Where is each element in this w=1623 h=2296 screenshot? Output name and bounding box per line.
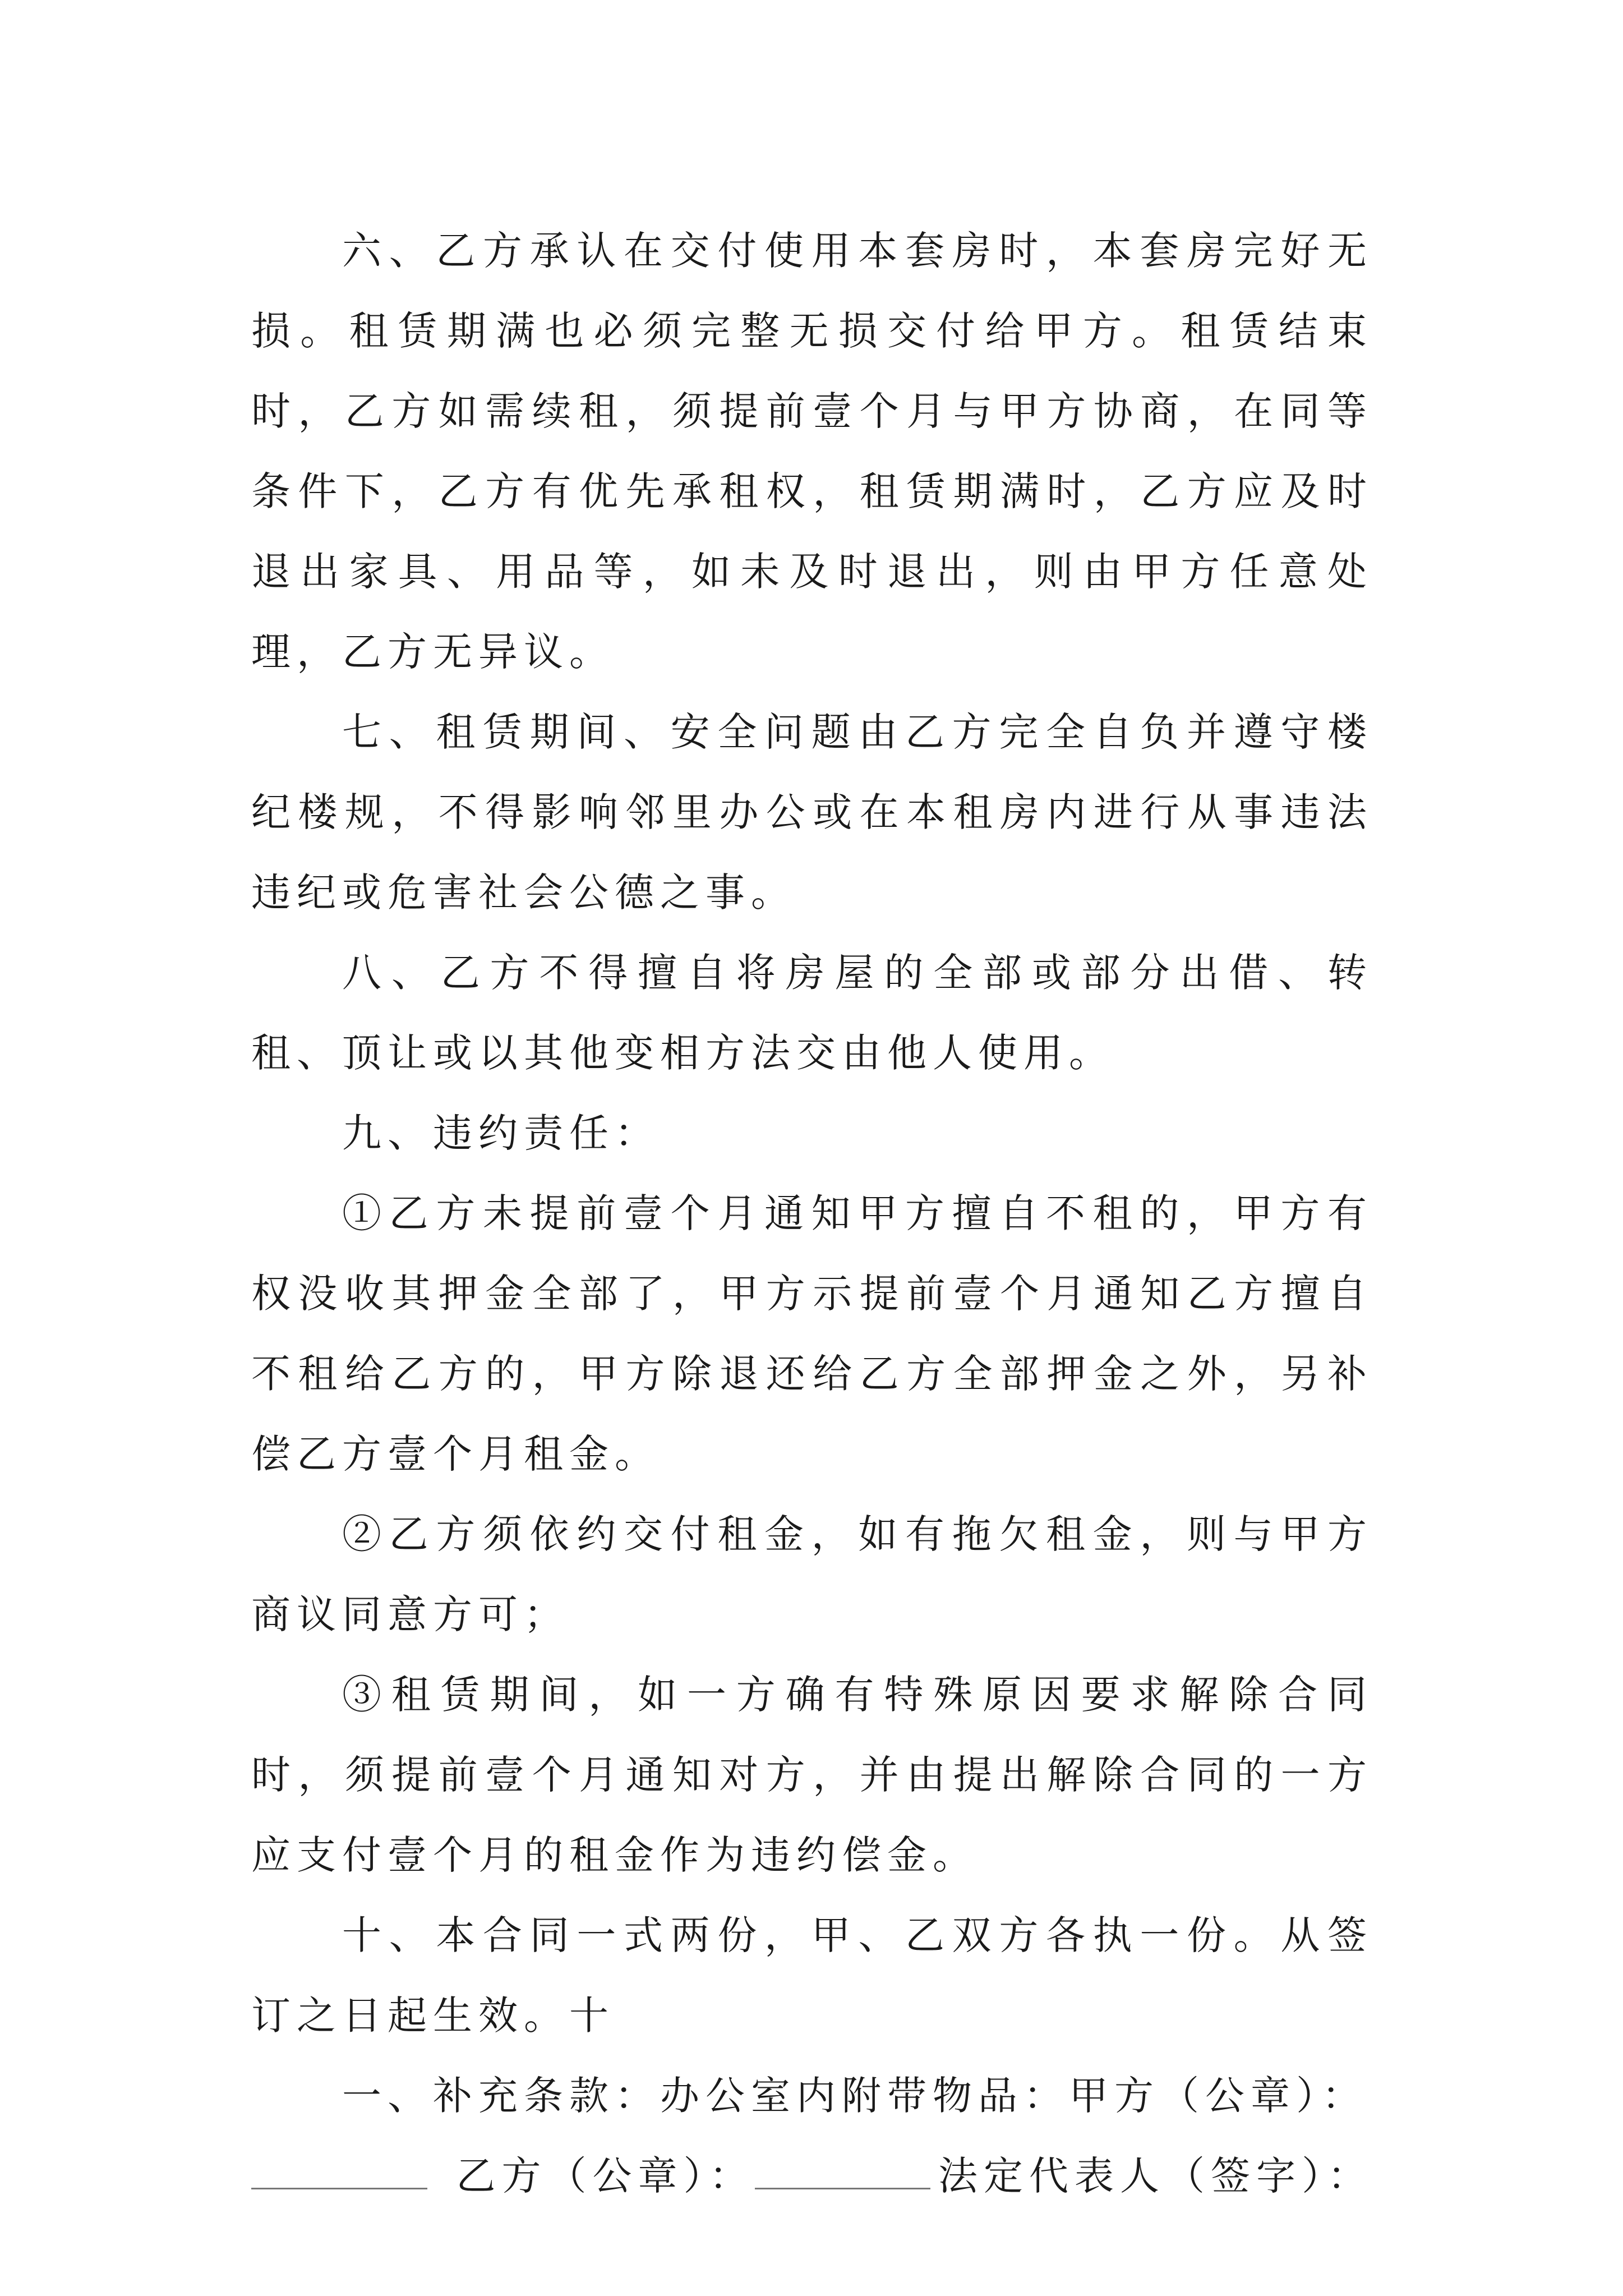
party-b-label: 乙方（公章）：	[456, 2153, 755, 2199]
clause-10: 十、本合同一式两份，甲、乙双方各执一份。从签订之日起生效。十	[251, 1912, 1373, 2039]
party-a-seal-blank	[251, 2148, 427, 2189]
clause-9-item-3: ③租赁期间，如一方确有特殊原因要求解除合同时，须提前壹个月通知对方，并由提出解除合同的一方应支付壹个月的租金作为违约偿金。	[251, 1672, 1373, 1878]
legal-rep-label: 法定代表人（签字）：	[938, 2153, 1373, 2199]
party-b-seal-blank	[755, 2148, 931, 2189]
signature-line	[251, 2136, 1373, 2216]
clause-9-heading: 九、违约责任：	[342, 1110, 660, 1156]
clause-6: 六、乙方承认在交付使用本套房时，本套房完好无损。租赁期满也必须完整无损交付给甲方。租赁结束时，乙方如需续租，须提前壹个月与甲方协商，在同等条件下，乙方有优先承租权，租赁期满时，乙方应及时退出家具、用品等，如未及时退出，则由甲方任意处理，乙方无异议。	[251, 228, 1373, 675]
clause-9-item-2: ②乙方须依约交付租金，如有拖欠租金，则与甲方商议同意方可；	[251, 1511, 1373, 1637]
clause-7: 七、租赁期间、安全问题由乙方完全自负并遵守楼纪楼规，不得影响邻里办公或在本租房内进行从事违法违纪或危害社会公德之事。	[251, 709, 1373, 915]
clause-9-item-1: ①乙方未提前壹个月通知甲方擅自不租的，甲方有权没收其押金全部了，甲方示提前壹个月通知乙方擅自不租给乙方的，甲方除退还给乙方全部押金之外，另补偿乙方壹个月租金。	[251, 1190, 1373, 1477]
document-page	[251, 211, 1373, 2216]
clause-11-supplementary: 一、补充条款：办公室内附带物品：甲方（公章）：	[342, 2073, 1367, 2119]
clause-8: 八、乙方不得擅自将房屋的全部或部分出借、转租、顶让或以其他变相方法交由他人使用。	[251, 950, 1373, 1076]
